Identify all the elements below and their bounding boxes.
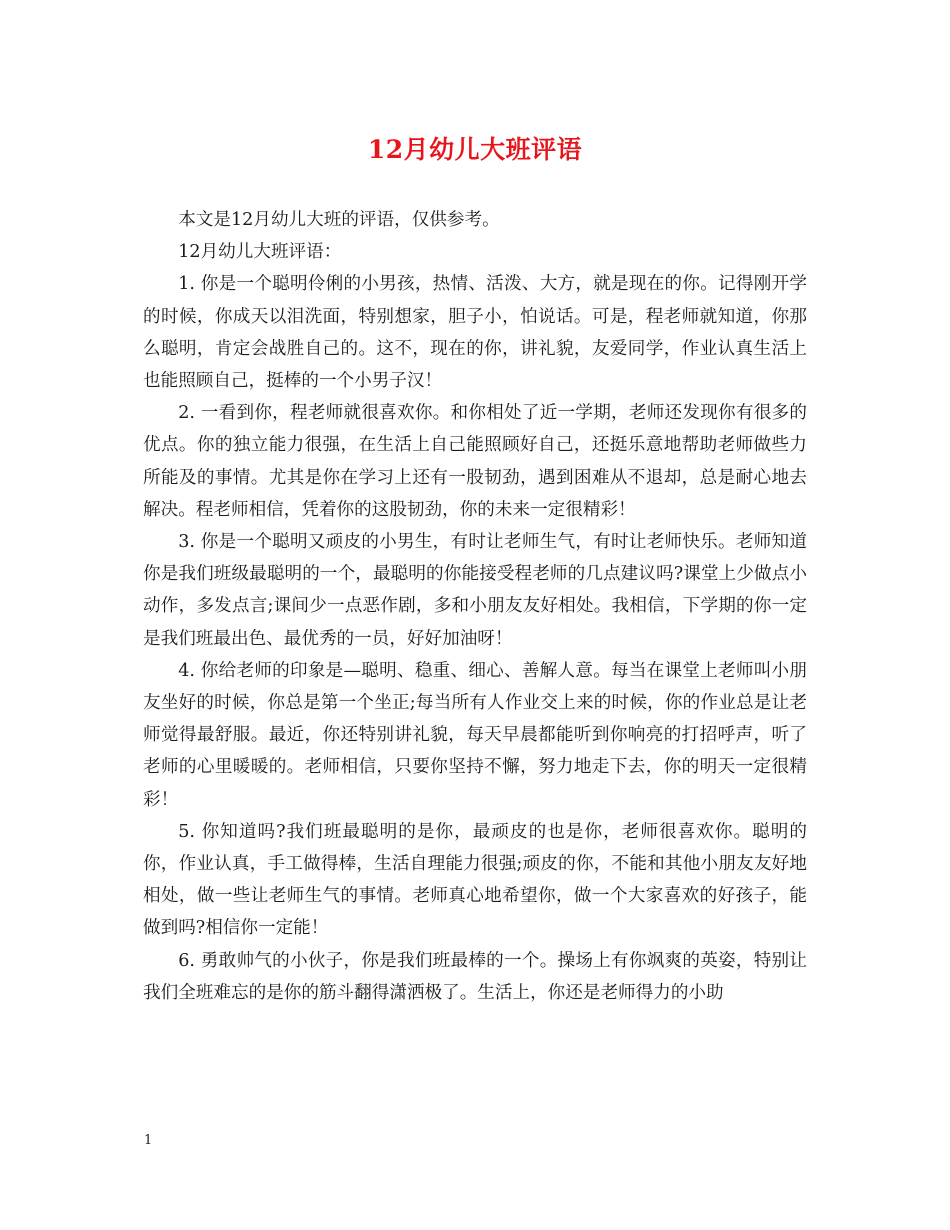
comment-paragraph-3: 3. 你是一个聪明又顽皮的小男生，有时让老师生气，有时让老师快乐。老师知道你是我们班级最聪明的一个，最聪明的你能接受程老师的几点建议吗?课堂上少做点小动作，多发点言;课间少一点恶作剧，多和小朋友友好相处。我相信，下学期的你一定是我们班最出色、最优秀的一员，好好加油呀！ [143, 532, 807, 649]
comment-paragraph-1: 1. 你是一个聪明伶俐的小男孩，热情、活泼、大方，就是现在的你。记得刚开学的时候，你成天以泪洗面，特别想家，胆子小，怕说话。可是，程老师就知道，你那么聪明，肯定会战胜自己的。这不，现在的你，讲礼貌，友爱同学，作业认真生活上也能照顾自己，挺棒的一个小男子汉！ [143, 274, 807, 392]
page-number: 1 [144, 1133, 153, 1148]
comment-paragraph-2: 2. 一看到你，程老师就很喜欢你。和你相处了近一学期，老师还发现你有很多的优点。你的独立能力很强，在生活上自己能照顾好自己，还挺乐意地帮助老师做些力所能及的事情。尤其是你在学习上还有一股韧劲，遇到困难从不退却，总是耐心地去解决。程老师相信，凭着你的这股韧劲，你的未来一定很精彩！ [143, 403, 807, 520]
comment-paragraph-5: 5. 你知道吗?我们班最聪明的是你，最顽皮的也是你，老师很喜欢你。聪明的你，作业认真，手工做得棒，生活自理能力很强;顽皮的你，不能和其他小朋友友好地相处，做一些让老师生气的事情。老师真心地希望你，做一个大家喜欢的好孩子，能做到吗?相信你一定能！ [143, 821, 807, 939]
document-body [143, 204, 807, 1009]
comment-paragraph-4: 4. 你给老师的印象是—聪明、稳重、细心、善解人意。每当在课堂上老师叫小朋友坐好的时候，你总是第一个坐正;每当所有人作业交上来的时候，你的作业总是让老师觉得最舒服。最近，你还特别讲礼貌，每天早晨都能听到你响亮的打招呼声，听了老师的心里暖暖的。老师相信，只要你坚持不懈，努力地走下去，你的明天一定很精彩！ [143, 660, 807, 810]
document-title: 12月幼儿大班评语 [367, 135, 583, 164]
intro-paragraph: 本文是12月幼儿大班的评语，仅供参考。 [178, 210, 500, 230]
comment-paragraph-6: 6. 勇敢帅气的小伙子，你是我们班最棒的一个。操场上有你飒爽的英姿，特别让我们全班难忘的是你的筋斗翻得潇洒极了。生活上，你还是老师得力的小助 [143, 950, 807, 1003]
section-heading: 12月幼儿大班评语： [178, 242, 342, 263]
